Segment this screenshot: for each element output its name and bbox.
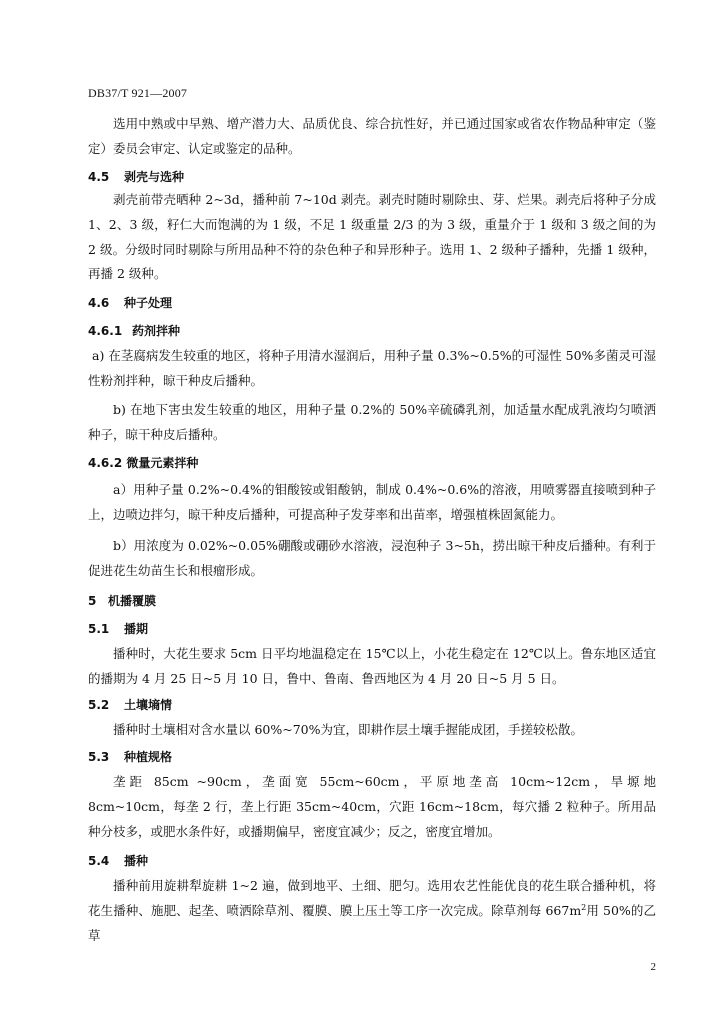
paragraph-5-1: 播种时，大花生要求 5cm 日平均地温稳定在 15℃以上，小花生稳定在 12℃以上。鲁东地区适宜的播期为 4 月 25 日~5 月 10 日，鲁中、鲁南、鲁西地区为 4 月 20 日~5 月 5 日。 (88, 646, 656, 686)
heading-4-6-2: 4.6.2 微量元素拌种 (88, 456, 199, 470)
heading-title: 土壤墒情 (124, 698, 173, 712)
heading-4-6-1 (88, 322, 180, 339)
heading-5 (88, 592, 156, 609)
heading-4-5 (88, 168, 184, 185)
heading-5-1 (88, 620, 148, 637)
paragraph-5-3: 垄距 85cm ~90cm，垄面宽 55cm~60cm，平原地垄高 10cm~12cm，旱塬地 8cm~10cm，每垄 2 行，垄上行距 35cm~40cm，穴距 16cm~18cm，每穴播 2 粒种子。所用品种分枝多，或肥水条件好，或播期偏早，密度宜减少；反之，密度宜增加。 (88, 774, 656, 839)
paragraph-text: 播种前用旋耕犁旋耕 1~2 遍，做到地平、土细、肥匀。选用农艺性能优良的花生联合播种机，将花生播种、施肥、起垄、喷洒除草剂、覆膜、膜上压土等工序一次完成。除草剂每 667m (88, 878, 656, 918)
heading-number: 5.2 (88, 698, 110, 712)
intro-paragraph: 选用中熟或中早熟、增产潜力大、品质优良、综合抗性好，并已通过国家或省农作物品种审定（鉴定）委员会审定、认定或鉴定的品种。 (88, 116, 656, 156)
superscript: 2 (581, 902, 587, 912)
heading-title: 播种 (124, 854, 149, 868)
heading-number: 4.6 (88, 296, 110, 310)
heading-number: 5.4 (88, 854, 110, 868)
paragraph-4-5: 剥壳前带壳晒种 2~3d，播种前 7~10d 剥壳。剥壳时随时剔除虫、芽、烂果。剥壳后将种子分成 1、2、3 级，籽仁大而饱满的为 1 级，不足 1 级重量 2/3 的为 3 级，重量介于 1 级和 3 级之间的为 2 级。分级时同时剔除与所用品种不符的杂色种子和异形种子。选用 1、2 级种子播种，先播 1 级种，再播 2 级种。 (88, 192, 656, 282)
heading-title: 种植规格 (124, 750, 173, 764)
heading-5-4 (88, 852, 148, 869)
paragraph-4-6-1-a: a) 在茎腐病发生较重的地区，将种子用清水湿润后，用种子量 0.3%~0.5%的可湿性 50%多菌灵可湿性粉剂拌种，晾干种皮后播种。 (88, 348, 656, 388)
heading-title: 剥壳与选种 (124, 170, 185, 184)
heading-4-6 (88, 294, 172, 311)
standard-code-header: DB37/T 921—2007 (88, 86, 188, 100)
heading-title: 播期 (124, 622, 149, 636)
paragraph-text-end: 用 50%的乙草 (88, 902, 656, 943)
heading-number: 4.5 (88, 170, 110, 184)
heading-5-2 (88, 696, 172, 713)
heading-number: 5.3 (88, 750, 110, 764)
heading-number: 5.1 (88, 622, 110, 636)
heading-number: 4.6.1 (88, 324, 123, 338)
paragraph-5-2: 播种时土壤相对含水量以 60%~70%为宜，即耕作层土壤手握能成团，手搓较松散。 (113, 722, 584, 737)
heading-number: 5 (88, 594, 97, 608)
paragraph-4-6-2-a: a）用种子量 0.2%~0.4%的钼酸铵或钼酸钠，制成 0.4%~0.6%的溶液，用喷雾器直接喷到种子上，边喷边拌匀，晾干种皮后播种，可提高种子发芽率和出苗率，增强植株固氮能力。 (88, 482, 656, 522)
heading-title: 药剂拌种 (132, 324, 181, 338)
paragraph-4-6-2-b: b）用浓度为 0.02%~0.05%硼酸或硼砂水溶液，浸泡种子 3~5h，捞出晾干种皮后播种。有利于促进花生幼苗生长和根瘤形成。 (88, 538, 656, 578)
paragraph-4-6-1-b: b) 在地下害虫发生较重的地区，用种子量 0.2%的 50%辛硫磷乳剂，加适量水配成乳液均匀喷洒种子，晾干种皮后播种。 (88, 402, 656, 442)
heading-5-3 (88, 748, 172, 765)
paragraph-5-4 (88, 874, 656, 948)
page-number: 2 (650, 961, 656, 973)
heading-title: 种子处理 (124, 296, 173, 310)
heading-title: 机播覆膜 (108, 594, 157, 608)
